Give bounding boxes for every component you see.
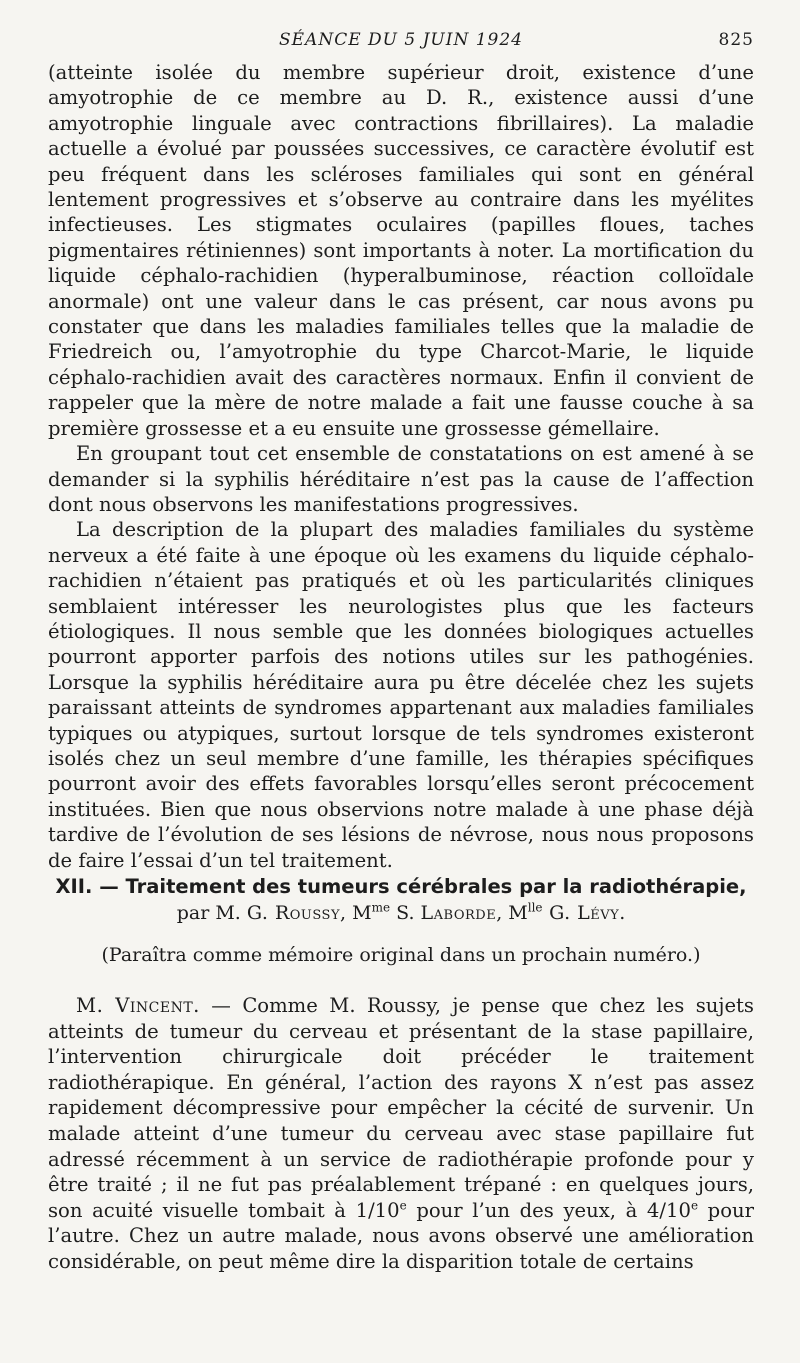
discussion	[48, 993, 754, 1275]
publication-note: (Paraîtra comme mémoire original dans un prochain numéro.)	[101, 944, 701, 966]
section-dash: —	[92, 875, 126, 898]
superscript-e-1: e	[399, 1198, 407, 1213]
page-number: 825	[718, 30, 754, 50]
mlle-sup: lle	[527, 900, 543, 915]
paragraph-1: (atteinte isolée du membre supérieur droit, existence d’une amyotrophie de ce membre au D. R., existence aussi d’une amyotrophie linguale avec contractions fibrillaires). La maladie actuelle a évolué par poussées successives, ce caractère évolutif est peu fréquent dans les scléroses familiales qui sont en général lentement progressives et s’observe au contraire dans les myélites infectieuses. Les stigmates oculaires (papilles floues, taches pigmentaires rétiniennes) sont importants à noter. La mortification du liquide céphalo-rachidien (hyperalbuminose, réaction colloïdale anormale) ont une valeur dans le cas présent, car nous avons pu constater que dans les maladies familiales telles que la maladie de Friedreich ou, l’amyotrophie du type Charcot-Marie, le liquide céphalo-rachidien avait des caractères normaux. Enfin il convient de rappeler que la mère de notre malade a fait une fausse couche à sa première grossesse et a eu ensuite une grossesse gémellaire.	[48, 61, 754, 440]
section-number: XII.	[55, 875, 93, 898]
section-title: Traitement des tumeurs cérébrales par la radiothérapie,	[125, 875, 747, 898]
section-authors	[48, 900, 754, 926]
running-title: SÉANCE DU 5 JUIN 1924	[278, 30, 523, 50]
speaker-name: M. Vincent.	[76, 994, 200, 1017]
authors-prefix: par M.	[176, 902, 247, 924]
authors-sep-2: , M	[496, 902, 528, 924]
author-laborde-initial: S.	[390, 902, 421, 924]
section-xii	[48, 874, 754, 968]
author-roussy: G. Roussy	[246, 902, 341, 924]
paragraph-3: La description de la plupart des maladies familiales du système nerveux a été faite à une époque où les examens du liquide céphalo-rachidien n’étaient pas pratiqués et où les particularités cliniques semblaient intéresser les neurologistes plus que les facteurs étiologiques. Il nous semble que les données biologiques actuelles pourront apporter parfois des notions utiles sur les pathogénies. Lorsque la syphilis héréditaire aura pu être décelée chez les sujets paraissant atteints de syndromes appartenant aux maladies familiales typiques ou atypiques, surtout lorsque de tels syndromes existeront isolés chez un seul membre d’une famille, les thérapies spécifiques pourront avoir des effets favorables lorsqu’elles seront précocement instituées. Bien que nous observions notre malade à une phase déjà tardive de l’évolution de ses lésions de névrose, nous nous proposons de faire l’essai d’un tel traitement.	[48, 518, 754, 872]
paragraph-2: En groupant tout cet ensemble de constatations on est amené à se demander si la syphilis héréditaire n’est pas la cause de l’affection dont nous observons les manifestations progressives.	[48, 442, 754, 516]
page-header	[48, 28, 754, 54]
body-text	[48, 60, 754, 873]
author-laborde: Laborde	[420, 902, 497, 924]
authors-sep-1: , M	[340, 902, 372, 924]
authors-end: .	[619, 902, 626, 924]
discussion-paragraph	[48, 993, 754, 1275]
discussion-text-2: pour l’un des yeux, à 4/10	[406, 1198, 691, 1222]
mme-sup: me	[371, 900, 391, 915]
author-levy: G. Lévy	[542, 902, 620, 924]
discussion-text-1: — Comme M. Roussy, je pense que chez les sujets atteints de tumeur du cerveau et présentant de la stase papillaire, l’intervention chirurgicale doit précéder le traitement radiothérapique. En général, l’action des rayons X n’est pas assez rapidement décompressive pour empêcher la cécité de survenir. Un malade atteint d’une tumeur du cerveau avec stase papillaire fut adressé récemment à un service de radiothérapie profonde pour y être traité ; il ne fut pas préalablement trépané : en quelques jours, son acuité visuelle tombait à 1/10	[48, 994, 754, 1222]
superscript-e-2: e	[690, 1198, 699, 1213]
discussion-text-3: pour l’autre. Chez un autre malade, nous avons observé une amélioration considérable, on peut même dire la disparition totale de certains	[48, 1198, 754, 1273]
section-heading	[48, 874, 754, 900]
